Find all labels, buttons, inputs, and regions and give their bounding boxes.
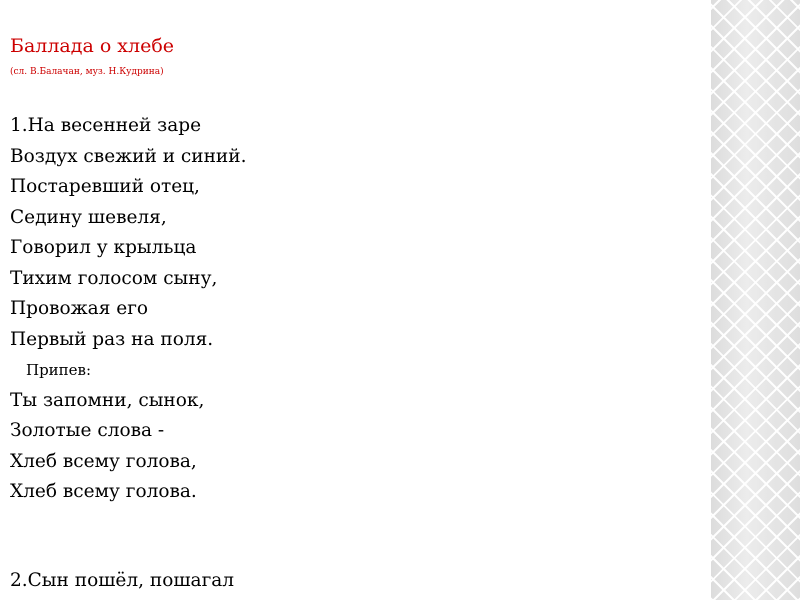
lyric-line: Говорил у крыльца: [10, 237, 197, 258]
lyric-line: Тихим голосом сыну,: [10, 267, 218, 289]
chorus: [10, 355, 700, 508]
lyric-line: Воздух свежий и синий.: [10, 145, 247, 167]
lyric-line: Хлеб всему голова.: [10, 481, 197, 502]
verse-2: [10, 566, 700, 597]
lyric-line: 2.Сын пошёл, пошагал: [10, 569, 235, 591]
lyric-line: Постаревший отец,: [10, 176, 200, 197]
slide-content: [10, 33, 700, 596]
spacer: [10, 79, 700, 111]
lyric-line: Хлеб всему голова,: [10, 450, 197, 472]
lyric-line: Ты запомни, сынок,: [10, 389, 205, 411]
lyric-line: Провожая его: [10, 298, 149, 319]
spacer: [10, 508, 700, 566]
chorus-label: Припев:: [26, 361, 92, 379]
song-title: Баллада о хлебе: [10, 35, 175, 57]
verse-1: [10, 111, 700, 355]
lyric-line: Золотые слова -: [10, 420, 165, 441]
side-decorative-pattern: [711, 0, 800, 600]
lyric-line: Седину шевеля,: [10, 206, 167, 228]
lyric-line: 1.На весенней заре: [10, 115, 202, 136]
lyric-line: Первый раз на поля.: [10, 328, 214, 350]
song-credits: (сл. В.Балачан, муз. Н.Кудрина): [10, 67, 164, 77]
